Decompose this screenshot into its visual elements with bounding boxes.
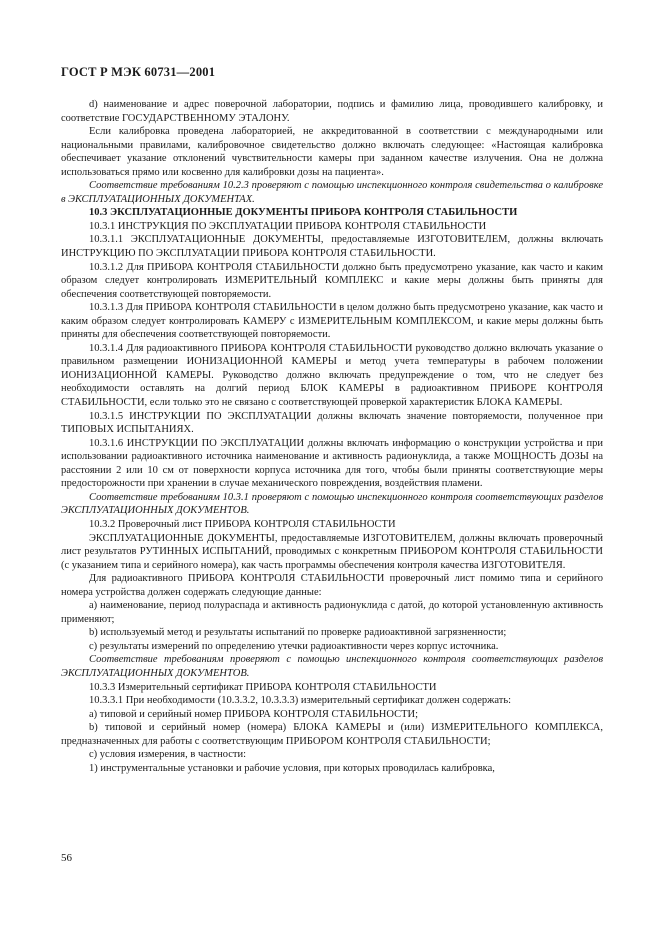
compliance-note: Соответствие требованиям проверяют с помощью инспекционного контроля соответствующих разделов ЭКСПЛУАТАЦИОННЫХ ДОКУМЕНТОВ. (61, 654, 603, 679)
list-item: а) наименование, период полураспада и активность радионуклида с датой, до которой установленную активность применяют; (61, 600, 603, 625)
paragraph: Если калибровка проведена лабораторией, не аккредитованной в соответствии с международными или национальными правилами, калибровочное свидетельство должно включать следующее: «Настоящая калибровка обеспечивает указание отклонений чувствительности камеры при заданном качестве излучения. Она не должна использоваться прямо или косвенно для калибровки дозы на пациента». (61, 126, 603, 178)
paragraph: 10.3.1.3 Для ПРИБОРА КОНТРОЛЯ СТАБИЛЬНОСТИ в целом должно быть предусмотрено указание, как часто и каким образом следует контролировать КАМЕРУ с ИЗМЕРИТЕЛЬНЫМ КОМПЛЕКСОМ, и какие меры должны быть приняты для обеспечения соответствующей повторяемости. (61, 302, 603, 341)
compliance-note: Соответствие требованиям 10.2.3 проверяют с помощью инспекционного контроля свидетельства о калибровке в ЭКСПЛУАТАЦИОННЫХ ДОКУМЕНТАХ. (61, 180, 603, 205)
list-item: 1) инструментальные установки и рабочие условия, при которых проводилась калибровка, (89, 762, 495, 774)
paragraph: 10.3.1.5 ИНСТРУКЦИИ ПО ЭКСПЛУАТАЦИИ должны включать значение повторяемости, полученное при ТИПОВЫХ ИСПЫТАНИЯХ. (61, 410, 603, 436)
paragraph: 10.3.1.2 Для ПРИБОРА КОНТРОЛЯ СТАБИЛЬНОСТИ должно быть предусмотрено указание, как часто и каким образом следует контролировать ИЗМЕРИТЕЛЬНЫЙ КОМПЛЕКС и какие меры должны быть приняты для обеспечения соответствующей повторяемости. (61, 261, 603, 300)
paragraph: d) наименование и адрес поверочной лаборатории, подпись и фамилию лица, проводившего калибровку, и соответствие ГОСУДАРСТВЕННОМУ ЭТАЛОНУ. (61, 99, 603, 124)
page-header: ГОСТ Р МЭК 60731—2001 (61, 65, 216, 79)
paragraph: 10.3.1.6 ИНСТРУКЦИИ ПО ЭКСПЛУАТАЦИИ должны включать информацию о конструкции устройства и при использовании радиоактивного источника наименование и активность радионуклида, а также МОЩНОСТЬ ДОЗЫ на расстоянии 2 или 10 см от поверхности корпуса источника для того, чтобы были приняты соответствующие меры предосторожности при хранении в случае механического повреждения, воздействия пламени. (61, 437, 603, 490)
paragraph: ЭКСПЛУАТАЦИОННЫЕ ДОКУМЕНТЫ, предоставляемые ИЗГОТОВИТЕЛЕМ, должны включать проверочный лист результатов РУТИННЫХ ИСПЫТАНИЙ, проводимых с конкретным ПРИБОРОМ КОНТРОЛЯ СТАБИЛЬНОСТИ (с указанием типа и серийного номера), как часть программы обеспечения контроля качества ИЗГОТОВИТЕЛЯ. (61, 532, 603, 571)
subsection-heading: 10.3.2 Проверочный лист ПРИБОРА КОНТРОЛЯ СТАБИЛЬНОСТИ (89, 518, 396, 530)
page-number: 56 (61, 852, 72, 864)
subsection-heading: 10.3.1 ИНСТРУКЦИЯ ПО ЭКСПЛУАТАЦИИ ПРИБОРА КОНТРОЛЯ СТАБИЛЬНОСТИ (89, 220, 487, 232)
section-heading: 10.3 ЭКСПЛУАТАЦИОННЫЕ ДОКУМЕНТЫ ПРИБОРА КОНТРОЛЯ СТАБИЛЬНОСТИ (89, 207, 518, 219)
paragraph: 10.3.1.1 ЭКСПЛУАТАЦИОННЫЕ ДОКУМЕНТЫ, предоставляемые ИЗГОТОВИТЕЛЕМ, должны включать ИНСТРУКЦИЮ ПО ЭКСПЛУАТАЦИИ ПРИБОРА КОНТРОЛЯ СТАБИЛЬНОСТИ. (61, 234, 603, 260)
list-item: с) условия измерения, в частности: (89, 749, 247, 761)
paragraph: 10.3.1.4 Для радиоактивного ПРИБОРА КОНТРОЛЯ СТАБИЛЬНОСТИ руководство должно включать указание о правильном размещении ИОНИЗАЦИОННОЙ КАМЕРЫ и метод учета температуры в рабочем положении ИОНИЗАЦИОННОЙ КАМЕРЫ. Руководство должно включать предупреждение о том, что не следует без необходимости оставлять на долгий период БЛОК КАМЕРЫ в радиоактивном ПРИБОРЕ КОНТРОЛЯ СТАБИЛЬНОСТИ, если только это не связано с соответствующей проверкой характеристик БЛОКА КАМЕРЫ. (61, 342, 603, 409)
list-item: с) результаты измерений по определению утечки радиоактивности через корпус источника. (89, 640, 499, 652)
compliance-note: Соответствие требованиям 10.3.1 проверяют с помощью инспекционного контроля соответствующих разделов ЭКСПЛУАТАЦИОННЫХ ДОКУМЕНТОВ. (61, 491, 603, 517)
list-item: b) типовой и серийный номер (номера) БЛОКА КАМЕРЫ и (или) ИЗМЕРИТЕЛЬНОГО КОМПЛЕКСА, предназначенных для работы с соответствующим ПРИБОРОМ КОНТРОЛЯ СТАБИЛЬНОСТИ; (61, 722, 603, 747)
page-body (61, 98, 603, 775)
subsection-heading: 10.3.3 Измерительный сертификат ПРИБОРА КОНТРОЛЯ СТАБИЛЬНОСТИ (89, 681, 437, 693)
list-item: b) используемый метод и результаты испытаний по проверке радиоактивной загрязненности; (89, 627, 507, 639)
paragraph: 10.3.3.1 При необходимости (10.3.3.2, 10.3.3.3) измерительный сертификат должен содержать: (89, 695, 512, 707)
list-item: а) типовой и серийный номер ПРИБОРА КОНТРОЛЯ СТАБИЛЬНОСТИ; (89, 708, 418, 720)
paragraph: Для радиоактивного ПРИБОРА КОНТРОЛЯ СТАБИЛЬНОСТИ проверочный лист помимо типа и серийного номера устройства должен содержать следующие данные: (61, 573, 603, 598)
